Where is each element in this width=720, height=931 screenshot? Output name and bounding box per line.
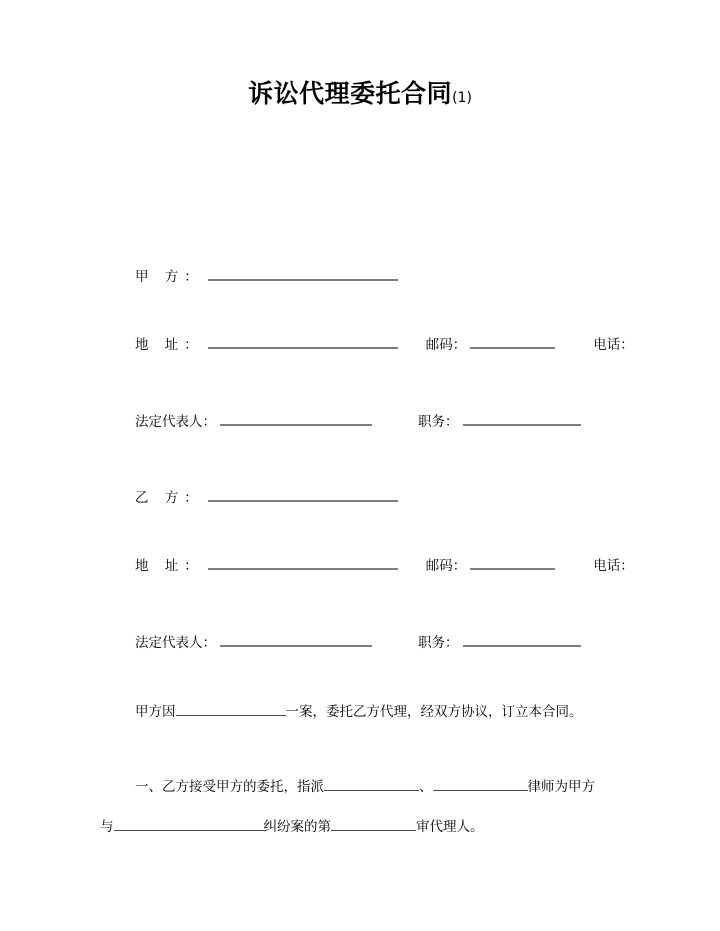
party-a-legal-rep-row: [135, 409, 635, 431]
party-a-name-label: 甲 方：: [135, 269, 204, 285]
preamble-paragraph: [100, 692, 640, 732]
preamble-tail-text: 一案，委托乙方代理，经双方协议，订立本合同。: [285, 704, 583, 720]
party-a-phone-label: 电话：: [593, 337, 634, 353]
page-title-suffix: (1): [452, 90, 472, 106]
preamble-case-field[interactable]: [176, 701, 286, 716]
page-title-text: 诉讼代理委托合同: [248, 79, 453, 108]
clause-one-separator: 、: [419, 779, 433, 795]
party-a-position-label: 职务：: [418, 414, 459, 430]
clause-one-line-2: [100, 807, 640, 847]
page-title: [0, 78, 720, 109]
party-a-postcode-field[interactable]: [470, 332, 555, 349]
party-b-name-label: 乙 方：: [135, 490, 204, 506]
clause-one-lawyer-2-field[interactable]: [433, 776, 528, 791]
party-b-postcode-label: 邮码：: [425, 558, 467, 574]
party-b-position-field[interactable]: [463, 630, 581, 647]
party-b-legal-rep-row: [135, 630, 635, 652]
clause-one-line-1: [100, 767, 640, 807]
party-a-name-row: [135, 264, 635, 286]
party-b-name-row: [135, 485, 635, 507]
party-a-legal-rep-field[interactable]: [220, 409, 372, 426]
party-a-address-row: [135, 332, 635, 354]
clause-one-lead-text: 一、乙方接受甲方的委托，指派: [135, 779, 324, 795]
clause-one-lawyer-1-field[interactable]: [324, 776, 419, 791]
clause-one-trial-instance-field[interactable]: [331, 816, 416, 831]
party-b-address-row: [135, 553, 635, 575]
preamble-lead-text: 甲方因: [135, 704, 176, 720]
party-a-postcode-label: 邮码：: [425, 337, 467, 353]
party-b-name-field[interactable]: [208, 485, 398, 502]
party-b-phone-label: 电话：: [593, 558, 634, 574]
party-b-legal-rep-label: 法定代表人：: [135, 635, 216, 651]
clause-one-line-2-middle: 纠纷案的第: [263, 819, 331, 835]
clause-one-line-2-tail: 审代理人。: [416, 819, 484, 835]
party-a-name-field[interactable]: [208, 264, 398, 281]
party-a-address-field[interactable]: [208, 332, 398, 349]
clause-one-line-2-lead: 与: [100, 819, 114, 835]
party-b-address-label: 地 址：: [135, 558, 204, 574]
clause-one-line-1-tail: 律师为甲方: [527, 779, 595, 795]
party-a-address-label: 地 址：: [135, 337, 204, 353]
party-b-position-label: 职务：: [418, 635, 459, 651]
party-a-legal-rep-label: 法定代表人：: [135, 414, 216, 430]
clause-one-counterparty-field[interactable]: [114, 816, 264, 831]
party-a-position-field[interactable]: [463, 409, 581, 426]
party-b-address-field[interactable]: [208, 553, 398, 570]
party-b-legal-rep-field[interactable]: [220, 630, 372, 647]
party-b-postcode-field[interactable]: [470, 553, 555, 570]
